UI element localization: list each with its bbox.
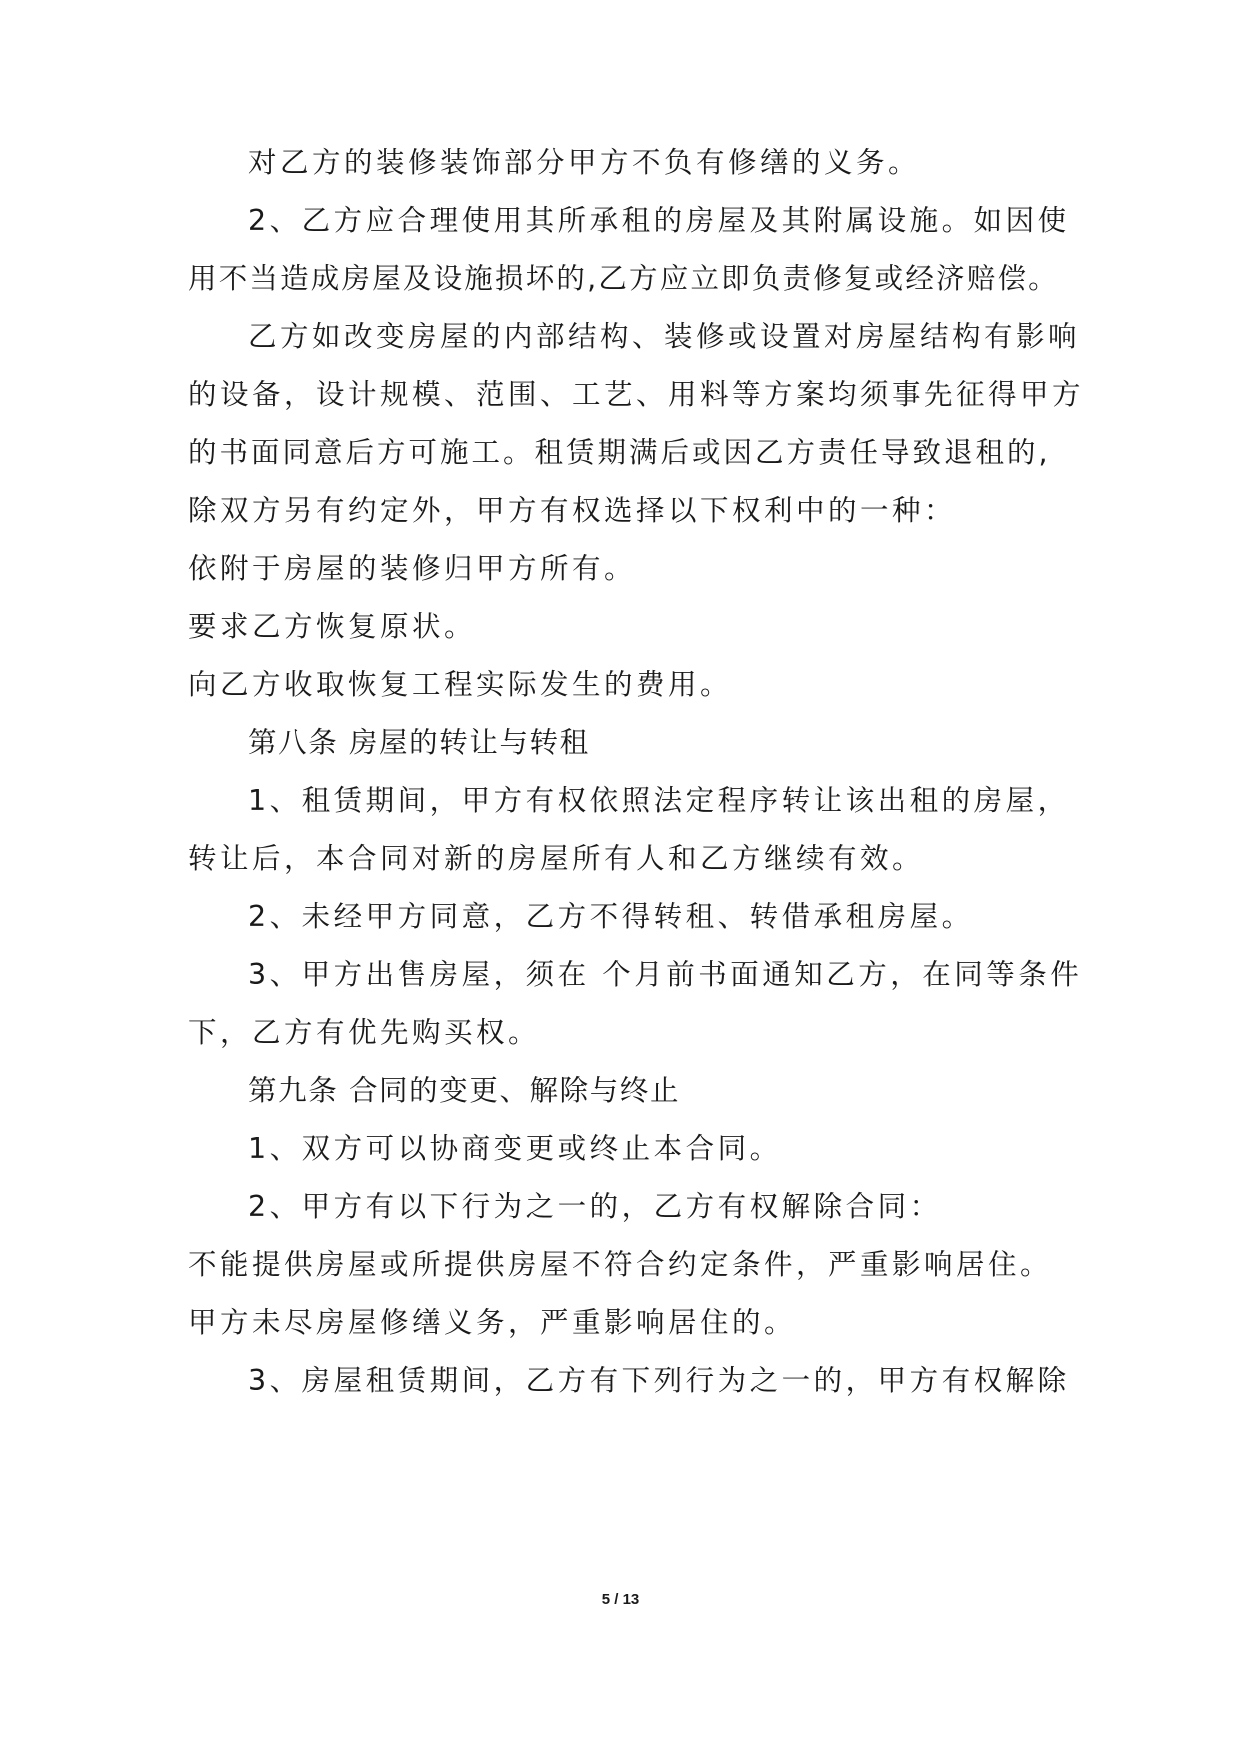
text-line: 乙方如改变房屋的内部结构、装修或设置对房屋结构有影响 [248, 320, 1081, 353]
text-line: 转让后，本合同对新的房屋所有人和乙方继续有效。 [188, 842, 925, 875]
text-line: 依附于房屋的装修归甲方所有。 [188, 552, 637, 585]
text-line: 不能提供房屋或所提供房屋不符合约定条件，严重影响居住。 [188, 1248, 1053, 1281]
text-line: 用不当造成房屋及设施损坏的,乙方应立即负责修复或经济赔偿。 [188, 262, 1059, 295]
text-line: 的书面同意后方可施工。租赁期满后或因乙方责任导致退租的, [188, 436, 1051, 469]
section-heading: 第八条 房屋的转让与转租 [248, 726, 590, 759]
text-line: 3、房屋租赁期间，乙方有下列行为之一的，甲方有权解除 [248, 1364, 1070, 1397]
text-line: 要求乙方恢复原状。 [188, 610, 477, 643]
section-heading: 第九条 合同的变更、解除与终止 [248, 1074, 681, 1107]
text-line: 对乙方的装修装饰部分甲方不负有修缮的义务。 [248, 146, 921, 179]
text-line: 的设备，设计规模、范围、工艺、用料等方案均须事先征得甲方 [188, 378, 1085, 411]
text-line: 向乙方收取恢复工程实际发生的费用。 [188, 668, 733, 701]
text-line: 3、甲方出售房屋，须在 个月前书面通知乙方，在同等条件 [248, 958, 1083, 991]
text-line: 2、乙方应合理使用其所承租的房屋及其附属设施。如因使 [248, 204, 1070, 237]
text-line: 下，乙方有优先购买权。 [188, 1016, 541, 1049]
text-line: 2、未经甲方同意，乙方不得转租、转借承租房屋。 [248, 900, 974, 933]
text-line: 除双方另有约定外，甲方有权选择以下权利中的一种： [188, 494, 957, 527]
text-line: 1、租赁期间，甲方有权依照法定程序转让该出租的房屋， [248, 784, 1070, 817]
text-line: 1、双方可以协商变更或终止本合同。 [248, 1132, 782, 1165]
page-number: 5 / 13 [601, 1591, 640, 1608]
text-line: 2、甲方有以下行为之一的，乙方有权解除合同： [248, 1190, 942, 1223]
text-line: 甲方未尽房屋修缮义务，严重影响居住的。 [188, 1306, 797, 1339]
